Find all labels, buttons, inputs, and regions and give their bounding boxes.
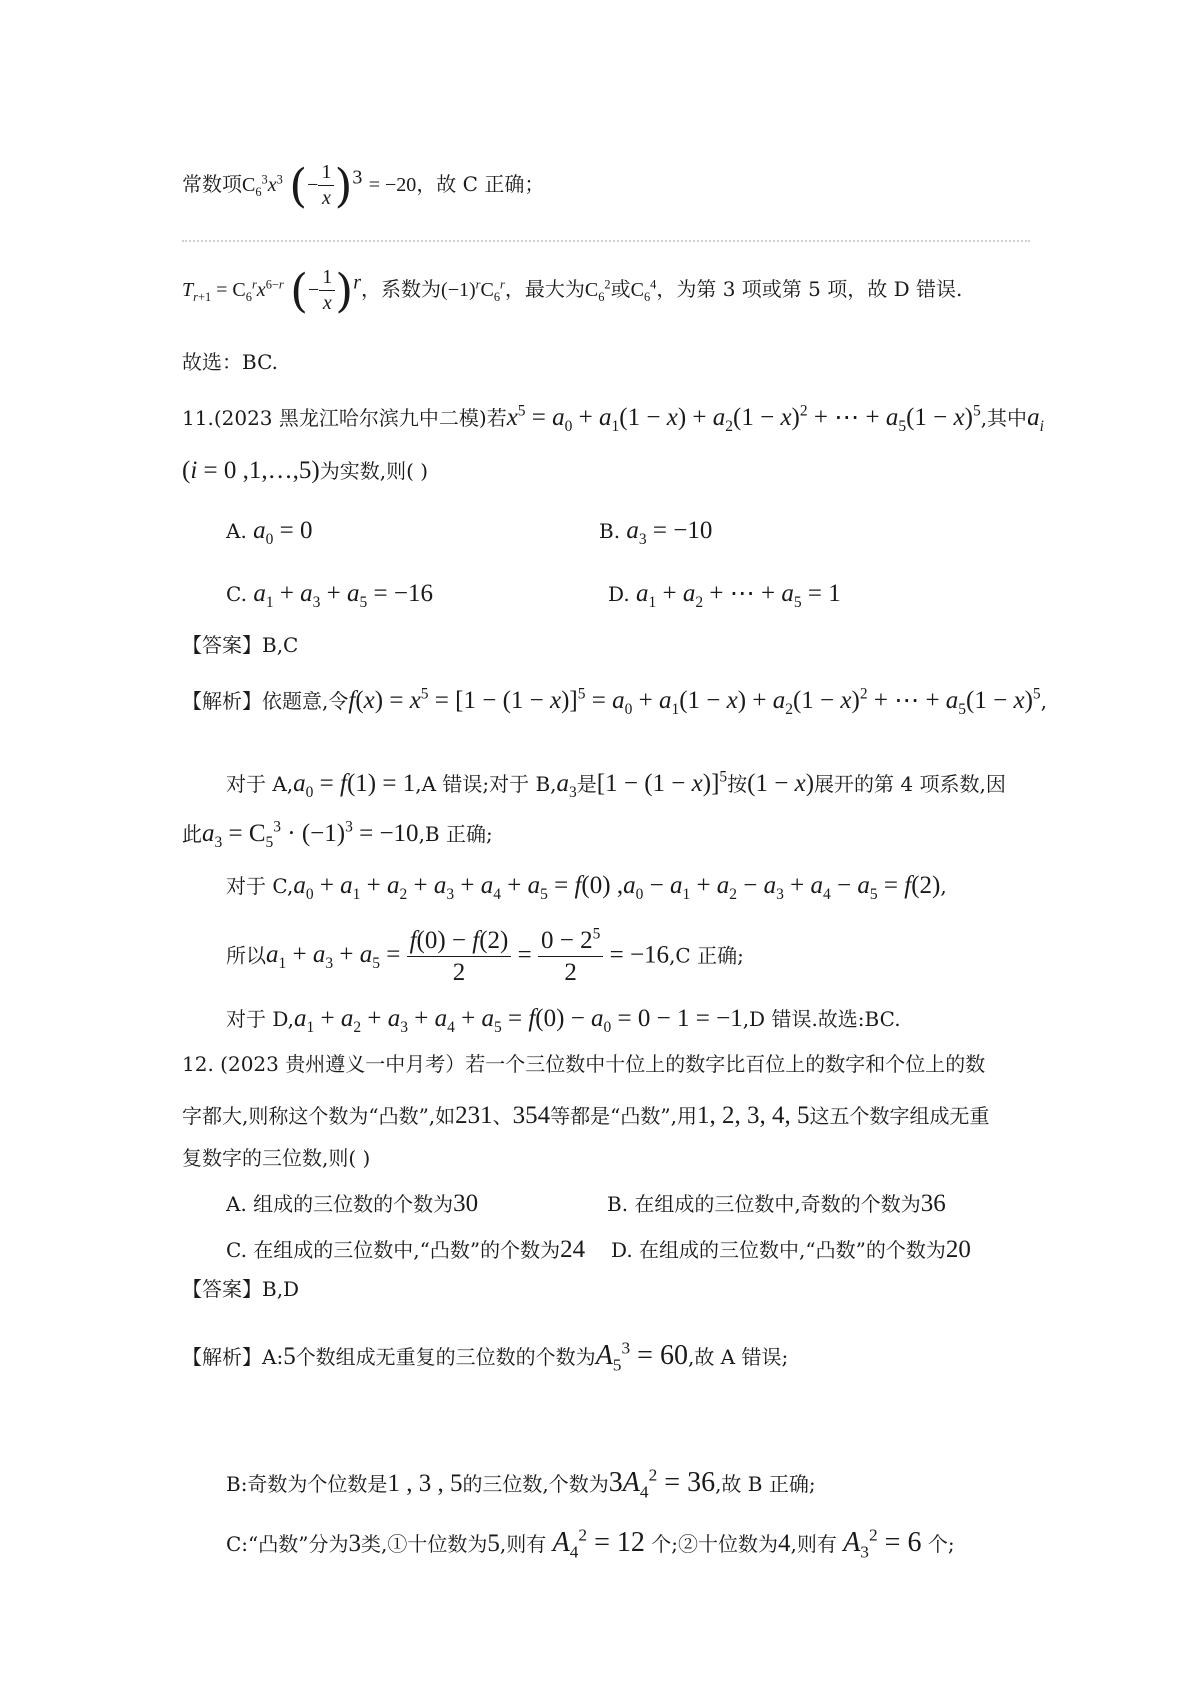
q11-source: (2023 黑龙江哈尔滨九中二模)	[213, 406, 487, 430]
q12-option-c[interactable]: C. 在组成的三位数中,“凸数”的个数为24	[226, 1236, 586, 1263]
q11-stem-line2: (i = 0 ,1,…,5)为实数,则( )	[182, 457, 429, 484]
q11-option-d[interactable]: D. $a_1 + a_2$ + ⋯ + $a_5 = 1$	[608, 580, 841, 611]
line-general-term: $T_{r+1} = C_6^rx^{6-r}$ (− $\frac{1}{x}$ )$^r$，系数为$(-1)^rC_6^r$，最大为$C_6^2$或$C_6^4$，为第 3 项或第 5 项，故 D 错误.	[182, 263, 963, 318]
q11-option-b[interactable]: B. $a_3 = -10$	[599, 517, 713, 548]
dotted-divider	[182, 240, 1030, 242]
q12-analysis-c: C:“凸数”分为3类,①十位数为5,则有 $A_4^2 = 12$ 个;②十位数为4,则有 $A_3^2 = 6$ 个;	[226, 1525, 955, 1562]
q12-analysis-a: 【解析】A:5个数组成无重复的三位数的个数为$A_5^3 = 60$,故 A 错误;	[182, 1338, 789, 1375]
q12-stem-line1: 12. (2023 贵州遵义一中月考）若一个三位数中十位上的数字比百位上的数字和个位上的数	[182, 1052, 986, 1076]
q11-option-c[interactable]: C. $a_1 + a_3 + a_5 = -16$	[226, 580, 433, 611]
q11-analysis-line1: 对于 $A,a_0 = f(1) = 1,A$ 错误;对于 $B,a_3$是$[1 - (1 - x)]^5$按(1 − x)展开的第 4 项系数,因	[226, 768, 1006, 801]
general-term-tail: ，为第 3 项或第 5 项，故 D 错误.	[656, 277, 963, 301]
q12-option-a[interactable]: A. 组成的三位数的个数为30	[226, 1190, 479, 1217]
coef-text: ，系数为	[361, 277, 442, 301]
general-term-expr: $T_{r+1} = C_6^rx^{6-r}$	[182, 277, 284, 304]
q12-stem-line2: 字都大,则称这个数为“凸数”,如231、354等都是“凸数”,用1, 2, 3, 4, 5这五个数字组成无重	[182, 1102, 990, 1129]
q11-stem-line1: 11.(2023 黑龙江哈尔滨九中二模)若$x^5 = a_0 + a_1(1 - x) + a_2(1 - x)^2$ + ⋯ + $a_5(1 - x)^5$,其中$a_i$	[182, 402, 1044, 435]
q11-equation: $x^5 = a_0 + a_1(1 - x) + a_2(1 - x)^2$ + ⋯ + $a_5(1 - x)^5$	[506, 402, 981, 435]
q11-analysis-line4: 所以$a_1 + a_3 + a_5$ = $\frac{f(0) - f(2)}{2}$ = $\frac{0 - 2^5}{2}$ = −16,C 正确;	[226, 925, 744, 987]
constant-term-expr: $C_6^3x^3$	[242, 172, 283, 199]
fraction-one-over-x: $\frac{1}{x}$	[318, 160, 334, 211]
q11-option-a[interactable]: A. $a_0 = 0$	[226, 517, 313, 548]
q12-option-d[interactable]: D. 在组成的三位数中,“凸数”的个数为20	[611, 1236, 971, 1263]
q12-analysis-b: B:奇数为个位数是1 , 3 , 5的三位数,个数为$3A_4^2 = 36$,故 B 正确;	[226, 1465, 816, 1502]
q11-index-range: (i = 0 ,1,…,5)	[182, 457, 320, 484]
constant-term-suffix: ，故 C 正确；	[416, 172, 545, 196]
q12-stem-line3: 复数字的三位数,则( )	[182, 1146, 371, 1170]
line-choose-bc: 故选：BC.	[182, 350, 279, 374]
q11-analysis-lead: 【解析】依题意,令$f(x) = x^5 = [1 - (1 - x)]^5 = a_0 + a_1(1 - x) + a_2(1 - x)^2$ + ⋯ + $a_5(1 - x)^5$,	[182, 685, 1048, 718]
q12-option-b[interactable]: B. 在组成的三位数中,奇数的个数为36	[607, 1190, 946, 1217]
q12-answer: 【答案】B,D	[182, 1277, 300, 1301]
q11-analysis-line3: 对于 $C,a_0 + a_1 + a_2 + a_3 + a_4 + a_5 = f(0) ,a_0 - a_1 + a_2 - a_3 + a_4 - a_5 = f(2)$,	[226, 872, 947, 903]
line-constant-term: 常数项$C_6^3x^3$ (− $\frac{1}{x}$ )$^3$ = −20，故 C 正确；	[182, 158, 545, 213]
q11-analysis-line2: 此$a_3 = C_5^3 \cdot (-1)^3 = -10,B$ 正确;	[182, 818, 493, 851]
constant-term-value: = −20	[368, 174, 417, 196]
constant-term-prefix: 常数项	[182, 172, 242, 196]
q11-answer: 【答案】B,C	[182, 633, 299, 657]
q11-analysis-line5: 对于 $D,a_1 + a_2 + a_3 + a_4 + a_5 = f(0) - a_0 = 0 - 1 = -1,D$ 错误.故选:BC.	[226, 1005, 901, 1036]
